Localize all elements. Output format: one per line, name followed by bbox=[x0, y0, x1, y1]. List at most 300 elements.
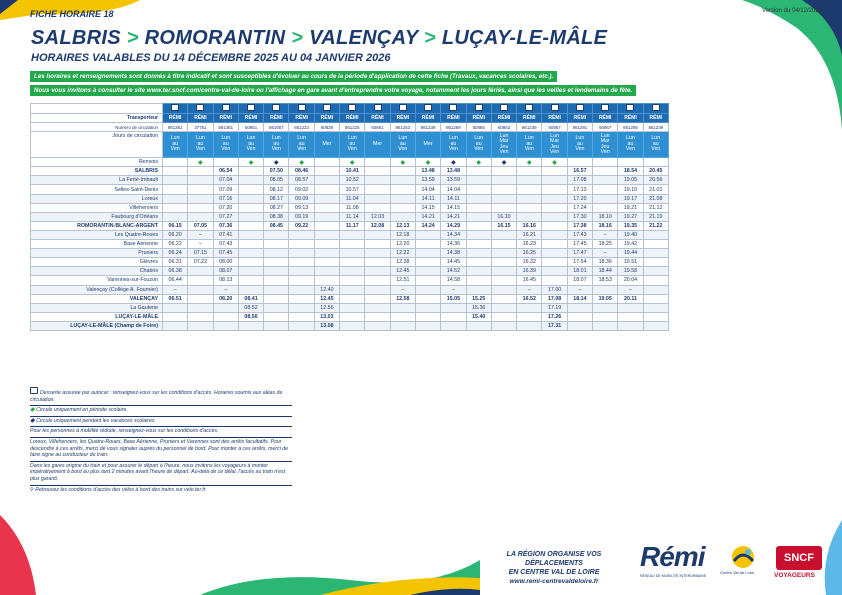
time-cell: 07.36 bbox=[213, 221, 238, 230]
station-row bbox=[31, 276, 669, 285]
time-cell bbox=[238, 212, 263, 221]
time-cell: 17.38 bbox=[567, 221, 592, 230]
train-icon bbox=[576, 104, 584, 111]
time-cell: 07.09 bbox=[213, 185, 238, 194]
time-cell: 08.00 bbox=[213, 258, 238, 267]
time-cell: 13.03 bbox=[314, 312, 339, 321]
time-cell: 16.23 bbox=[517, 240, 542, 249]
time-cell bbox=[188, 203, 213, 212]
time-cell: 14.36 bbox=[441, 240, 466, 249]
carrier-cell: RÉMI bbox=[314, 114, 339, 123]
time-cell: 08.56 bbox=[238, 312, 263, 321]
time-cell bbox=[643, 321, 668, 330]
time-cell bbox=[365, 185, 390, 194]
time-cell: 08.13 bbox=[213, 276, 238, 285]
time-cell: 09.09 bbox=[289, 194, 314, 203]
time-cell bbox=[365, 276, 390, 285]
train-icon bbox=[171, 104, 179, 111]
days-cell: Lun au Ven bbox=[213, 132, 238, 158]
time-cell bbox=[314, 267, 339, 276]
time-cell bbox=[491, 312, 516, 321]
carrier-cell: RÉMI bbox=[618, 114, 643, 123]
time-cell bbox=[542, 167, 567, 176]
time-cell bbox=[466, 249, 491, 258]
station-row bbox=[31, 321, 669, 330]
row-label-renvois: Renvois bbox=[31, 158, 163, 167]
time-cell bbox=[238, 167, 263, 176]
time-cell bbox=[264, 240, 289, 249]
time-cell: 20.56 bbox=[643, 176, 668, 185]
time-cell: 17.45 bbox=[567, 240, 592, 249]
time-cell: 14.04 bbox=[441, 185, 466, 194]
carrier-cell: RÉMI bbox=[390, 114, 415, 123]
sncf-logo: SNCF bbox=[776, 546, 822, 570]
train-number-cell: 37751 bbox=[188, 123, 213, 132]
time-cell bbox=[314, 176, 339, 185]
time-cell bbox=[340, 230, 365, 239]
time-cell: 12.45 bbox=[314, 294, 339, 303]
time-cell: – bbox=[188, 240, 213, 249]
time-cell bbox=[314, 167, 339, 176]
note-text: Circule uniquement en période scolaire. bbox=[36, 407, 128, 414]
mode-cell bbox=[542, 104, 567, 114]
time-cell bbox=[289, 321, 314, 330]
time-cell: 09.02 bbox=[289, 185, 314, 194]
time-cell bbox=[314, 258, 339, 267]
time-cell: 18.16 bbox=[593, 221, 618, 230]
time-cell bbox=[264, 258, 289, 267]
title-station-2: ROMORANTIN bbox=[144, 27, 286, 49]
station-name: Base Aérienne bbox=[31, 240, 163, 249]
train-icon bbox=[424, 104, 432, 111]
time-cell: 19.35 bbox=[618, 221, 643, 230]
station-row bbox=[31, 185, 669, 194]
time-cell bbox=[264, 294, 289, 303]
train-number-cell: 861253 bbox=[390, 123, 415, 132]
time-cell: 06.15 bbox=[163, 221, 188, 230]
notes-section bbox=[30, 386, 292, 495]
station-name: Varennes-sur-Fouzon bbox=[31, 276, 163, 285]
days-cell: Lun au Ven bbox=[441, 132, 466, 158]
time-cell bbox=[264, 303, 289, 312]
renvoi-cell bbox=[314, 158, 339, 167]
time-cell bbox=[567, 312, 592, 321]
train-number-cell: 861289 bbox=[441, 123, 466, 132]
time-cell: 16.32 bbox=[517, 258, 542, 267]
time-cell: – bbox=[618, 285, 643, 294]
time-cell bbox=[264, 230, 289, 239]
time-cell: – bbox=[188, 230, 213, 239]
train-icon bbox=[500, 104, 508, 111]
time-cell bbox=[415, 249, 440, 258]
time-cell: 17.43 bbox=[567, 230, 592, 239]
train-icon bbox=[399, 104, 407, 111]
mode-cell bbox=[213, 104, 238, 114]
info-banner-1: Les horaires et renseignements sont donnés à titre indicatif et sont susceptibles d'évoluer au cours de la période d'application de cette fiche (Travaux, vacances scolaires, etc.). bbox=[30, 71, 557, 82]
time-cell bbox=[466, 230, 491, 239]
station-name: Gièvres bbox=[31, 258, 163, 267]
school-holiday-diamond-icon: ◆ bbox=[451, 159, 456, 166]
time-cell: 12.56 bbox=[314, 303, 339, 312]
days-cell: Lun Mar Jeu Ven bbox=[593, 132, 618, 158]
renvoi-cell bbox=[643, 158, 668, 167]
time-cell: 06.54 bbox=[213, 167, 238, 176]
time-cell: 20.45 bbox=[643, 167, 668, 176]
note-text: Circule uniquement pendant les vacances scolaires. bbox=[36, 417, 156, 424]
time-cell: 12.38 bbox=[390, 258, 415, 267]
time-cell bbox=[517, 212, 542, 221]
carrier-cell: RÉMI bbox=[593, 114, 618, 123]
time-cell: 11.04 bbox=[340, 194, 365, 203]
station-row bbox=[31, 312, 669, 321]
time-cell: 19.17 bbox=[618, 194, 643, 203]
time-cell: 08.46 bbox=[289, 167, 314, 176]
time-cell bbox=[289, 249, 314, 258]
time-cell: 08.57 bbox=[289, 176, 314, 185]
time-cell bbox=[491, 285, 516, 294]
time-cell bbox=[593, 167, 618, 176]
time-cell bbox=[365, 267, 390, 276]
time-cell bbox=[314, 249, 339, 258]
renvoi-cell bbox=[289, 158, 314, 167]
mode-cell bbox=[415, 104, 440, 114]
mode-cell bbox=[390, 104, 415, 114]
time-cell bbox=[415, 276, 440, 285]
time-cell bbox=[390, 203, 415, 212]
school-period-diamond-icon: ◆ bbox=[526, 159, 532, 166]
time-cell bbox=[238, 240, 263, 249]
time-cell bbox=[491, 185, 516, 194]
train-icon bbox=[652, 104, 660, 111]
station-name: Valençay (Collège A. Fournier) bbox=[31, 285, 163, 294]
station-row bbox=[31, 249, 669, 258]
time-cell bbox=[542, 258, 567, 267]
time-cell: 19.44 bbox=[618, 249, 643, 258]
station-row bbox=[31, 194, 669, 203]
time-cell bbox=[238, 230, 263, 239]
time-cell bbox=[415, 267, 440, 276]
time-cell: 16.39 bbox=[517, 267, 542, 276]
renvoi-cell bbox=[365, 158, 390, 167]
row-label-mode bbox=[31, 104, 163, 114]
school-period-diamond-icon: ◆ bbox=[400, 159, 406, 166]
time-cell: 12.51 bbox=[390, 276, 415, 285]
time-cell bbox=[441, 321, 466, 330]
decor-top-right bbox=[742, 0, 842, 130]
time-cell: 17.54 bbox=[567, 258, 592, 267]
time-cell: 14.52 bbox=[441, 267, 466, 276]
time-cell bbox=[188, 321, 213, 330]
time-cell: 14.11 bbox=[415, 194, 440, 203]
time-cell: 09.22 bbox=[289, 221, 314, 230]
mode-cell bbox=[618, 104, 643, 114]
time-cell: 08.20 bbox=[213, 294, 238, 303]
station-name: SALBRIS bbox=[31, 167, 163, 176]
mode-icon-row bbox=[31, 104, 669, 114]
time-cell bbox=[390, 167, 415, 176]
days-cell: Mer bbox=[415, 132, 440, 158]
train-number-cell: 60887 bbox=[542, 123, 567, 132]
mode-cell bbox=[163, 104, 188, 114]
carrier-cell: RÉMI bbox=[491, 114, 516, 123]
station-row bbox=[31, 258, 669, 267]
time-cell bbox=[340, 312, 365, 321]
time-cell bbox=[163, 303, 188, 312]
time-cell: 17.08 bbox=[542, 294, 567, 303]
time-cell bbox=[365, 240, 390, 249]
time-cell bbox=[466, 185, 491, 194]
time-cell: 21.12 bbox=[643, 203, 668, 212]
time-cell bbox=[567, 321, 592, 330]
mode-cell bbox=[340, 104, 365, 114]
station-name: ROMORANTIN-BLANC-ARGENT bbox=[31, 221, 163, 230]
station-name: Pruniers bbox=[31, 249, 163, 258]
time-cell bbox=[593, 203, 618, 212]
school-holiday-diamond-icon: ◆ bbox=[274, 159, 279, 166]
time-cell: 08.12 bbox=[264, 185, 289, 194]
time-cell bbox=[517, 203, 542, 212]
time-cell bbox=[163, 176, 188, 185]
row-label-days: Jours de circulation bbox=[31, 132, 163, 158]
renvoi-cell bbox=[163, 158, 188, 167]
time-cell: 14.21 bbox=[415, 212, 440, 221]
time-cell: 07.22 bbox=[188, 258, 213, 267]
decor-bottom-left bbox=[0, 515, 40, 595]
time-cell: 14.15 bbox=[441, 203, 466, 212]
time-cell bbox=[264, 285, 289, 294]
station-row bbox=[31, 303, 669, 312]
website-link[interactable]: www.remi-centrevaldeloire.fr bbox=[509, 578, 599, 585]
mode-cell bbox=[491, 104, 516, 114]
time-cell bbox=[517, 176, 542, 185]
time-cell bbox=[163, 312, 188, 321]
time-cell: – bbox=[593, 230, 618, 239]
school-period-diamond-icon: ◆ bbox=[198, 159, 203, 166]
mode-cell bbox=[593, 104, 618, 114]
time-cell bbox=[314, 276, 339, 285]
validity-subtitle: HORAIRES VALABLES DU 14 DÉCEMBRE 2025 AU 04 JANVIER 2026 bbox=[31, 52, 391, 64]
station-row bbox=[31, 285, 669, 294]
time-cell bbox=[238, 267, 263, 276]
time-cell bbox=[390, 176, 415, 185]
time-cell bbox=[542, 185, 567, 194]
time-cell bbox=[314, 194, 339, 203]
time-cell: 18.07 bbox=[567, 276, 592, 285]
renvoi-cell bbox=[238, 158, 263, 167]
time-cell: 14.24 bbox=[415, 221, 440, 230]
days-cell: Lun au Ven bbox=[163, 132, 188, 158]
region-logo-icon bbox=[726, 543, 760, 573]
footer-tagline bbox=[478, 550, 630, 586]
time-cell: 10.57 bbox=[340, 185, 365, 194]
time-cell: 12.13 bbox=[390, 221, 415, 230]
train-icon bbox=[196, 104, 204, 111]
tagline-line-2: EN CENTRE VAL DE LOIRE bbox=[508, 569, 600, 576]
train-number-cell: 861239 bbox=[643, 123, 668, 132]
days-cell: Lun au Ven bbox=[567, 132, 592, 158]
train-number-cell: 60861 bbox=[365, 123, 390, 132]
train-icon bbox=[247, 104, 255, 111]
note-text: Loreux, Villeherviers, les Quatre-Roues, Base Aérienne, Pruniers et Varennes sont des arrêts facultatifs. Pour descendre à ces arrêts, merci de vous signaler auprès du personnel de bord. Pour monter à ces arrêts, merci de faire signe au conducteur du train. bbox=[30, 438, 289, 459]
renvoi-cell bbox=[264, 158, 289, 167]
days-cell: Mer bbox=[365, 132, 390, 158]
time-cell bbox=[542, 230, 567, 239]
time-cell: 11.14 bbox=[340, 212, 365, 221]
time-cell bbox=[238, 249, 263, 258]
row-label-number: Numéro de circulation bbox=[31, 123, 163, 132]
carrier-row bbox=[31, 114, 669, 123]
time-cell: 16.16 bbox=[517, 221, 542, 230]
train-number-cell: 60867 bbox=[593, 123, 618, 132]
time-cell bbox=[163, 321, 188, 330]
time-cell: 08.45 bbox=[264, 221, 289, 230]
time-cell bbox=[188, 212, 213, 221]
school-period-diamond-icon: ◆ bbox=[425, 159, 431, 166]
time-cell: 07.41 bbox=[213, 230, 238, 239]
time-cell: 19.58 bbox=[618, 267, 643, 276]
carrier-cell: RÉMI bbox=[415, 114, 440, 123]
train-icon bbox=[348, 104, 356, 111]
time-cell: 19.05 bbox=[618, 176, 643, 185]
time-cell bbox=[466, 194, 491, 203]
decor-bottom-right bbox=[820, 520, 842, 595]
days-cell: Lun au Ven bbox=[188, 132, 213, 158]
time-cell: 10.41 bbox=[340, 167, 365, 176]
time-cell: – bbox=[213, 285, 238, 294]
time-cell bbox=[466, 176, 491, 185]
time-cell bbox=[593, 321, 618, 330]
time-cell bbox=[441, 312, 466, 321]
time-cell bbox=[466, 276, 491, 285]
time-cell bbox=[643, 276, 668, 285]
time-cell: 21.22 bbox=[643, 221, 668, 230]
time-cell: 12.45 bbox=[390, 267, 415, 276]
time-cell bbox=[567, 303, 592, 312]
time-cell: 17.19 bbox=[542, 303, 567, 312]
title-station-4: LUÇAY-LE-MÂLE bbox=[441, 27, 608, 49]
time-cell bbox=[491, 240, 516, 249]
train-number-cell: 861381 bbox=[213, 123, 238, 132]
time-cell bbox=[593, 185, 618, 194]
time-cell: 09.19 bbox=[289, 212, 314, 221]
school-period-diamond-icon: ◆ bbox=[248, 159, 254, 166]
mode-cell bbox=[567, 104, 592, 114]
time-cell bbox=[365, 258, 390, 267]
time-cell bbox=[517, 321, 542, 330]
time-cell: 17.31 bbox=[542, 321, 567, 330]
carrier-cell: RÉMI bbox=[441, 114, 466, 123]
time-cell bbox=[593, 285, 618, 294]
row-label-carrier: Transporteur bbox=[31, 114, 163, 123]
time-cell: 18.14 bbox=[567, 294, 592, 303]
station-name: La Ferté-Imbault bbox=[31, 176, 163, 185]
time-cell: 18.01 bbox=[567, 267, 592, 276]
school-period-diamond-icon: ◆ bbox=[349, 159, 355, 166]
time-cell: 13.48 bbox=[441, 167, 466, 176]
time-cell bbox=[618, 321, 643, 330]
time-cell bbox=[542, 267, 567, 276]
time-cell: 19.27 bbox=[618, 212, 643, 221]
train-number-cell: 861291 bbox=[567, 123, 592, 132]
time-cell bbox=[163, 194, 188, 203]
mode-cell bbox=[264, 104, 289, 114]
time-cell bbox=[188, 294, 213, 303]
time-cell bbox=[314, 221, 339, 230]
time-cell bbox=[340, 240, 365, 249]
train-number-cell: 60865 bbox=[466, 123, 491, 132]
train-icon bbox=[475, 104, 483, 111]
station-row bbox=[31, 176, 669, 185]
time-cell: 07.15 bbox=[188, 249, 213, 258]
station-row bbox=[31, 240, 669, 249]
renvoi-cell bbox=[517, 158, 542, 167]
time-cell bbox=[415, 294, 440, 303]
time-cell: – bbox=[441, 285, 466, 294]
time-cell: 18.36 bbox=[593, 258, 618, 267]
time-cell bbox=[491, 258, 516, 267]
train-icon bbox=[298, 104, 306, 111]
renvoi-cell bbox=[441, 158, 466, 167]
time-cell: 06.51 bbox=[163, 294, 188, 303]
station-name: La Gauterie bbox=[31, 303, 163, 312]
time-cell bbox=[466, 221, 491, 230]
station-row bbox=[31, 212, 669, 221]
train-number-cell: 861225 bbox=[340, 123, 365, 132]
time-cell: 19.21 bbox=[618, 203, 643, 212]
time-cell bbox=[517, 185, 542, 194]
time-cell: – bbox=[567, 285, 592, 294]
time-cell bbox=[542, 194, 567, 203]
time-cell: 08.38 bbox=[264, 212, 289, 221]
time-cell bbox=[643, 312, 668, 321]
time-cell bbox=[365, 167, 390, 176]
time-cell bbox=[289, 267, 314, 276]
time-cell bbox=[491, 249, 516, 258]
train-number-cell: 60851 bbox=[238, 123, 263, 132]
carrier-cell: RÉMI bbox=[542, 114, 567, 123]
mode-cell bbox=[314, 104, 339, 114]
note bbox=[30, 427, 292, 438]
time-cell bbox=[365, 321, 390, 330]
days-cell: Lun au Ven bbox=[238, 132, 263, 158]
note-text: Pour les personnes à mobilité réduite, renseignez-vous sur les conditions d'accès. bbox=[30, 428, 219, 435]
time-cell bbox=[491, 167, 516, 176]
time-cell: 20.04 bbox=[618, 276, 643, 285]
time-cell bbox=[466, 203, 491, 212]
time-cell: 17.24 bbox=[567, 203, 592, 212]
carrier-cell: RÉMI bbox=[567, 114, 592, 123]
train-icon bbox=[525, 104, 533, 111]
time-cell bbox=[415, 258, 440, 267]
note-text: Retrouvez les conditions d'accès des vélos à bord des trains sur velo.ter.fr bbox=[35, 486, 206, 493]
time-cell: 07.27 bbox=[213, 212, 238, 221]
time-cell bbox=[213, 312, 238, 321]
time-cell: 07.43 bbox=[213, 240, 238, 249]
renvoi-cell bbox=[415, 158, 440, 167]
time-cell: 11.17 bbox=[340, 221, 365, 230]
renvoi-cell bbox=[618, 158, 643, 167]
time-cell bbox=[643, 258, 668, 267]
time-cell bbox=[188, 303, 213, 312]
renvois-row bbox=[31, 158, 669, 167]
time-cell bbox=[365, 249, 390, 258]
mode-cell bbox=[238, 104, 263, 114]
time-cell bbox=[517, 194, 542, 203]
time-cell bbox=[289, 240, 314, 249]
time-cell: 14.38 bbox=[441, 249, 466, 258]
time-cell bbox=[491, 194, 516, 203]
time-cell bbox=[517, 167, 542, 176]
